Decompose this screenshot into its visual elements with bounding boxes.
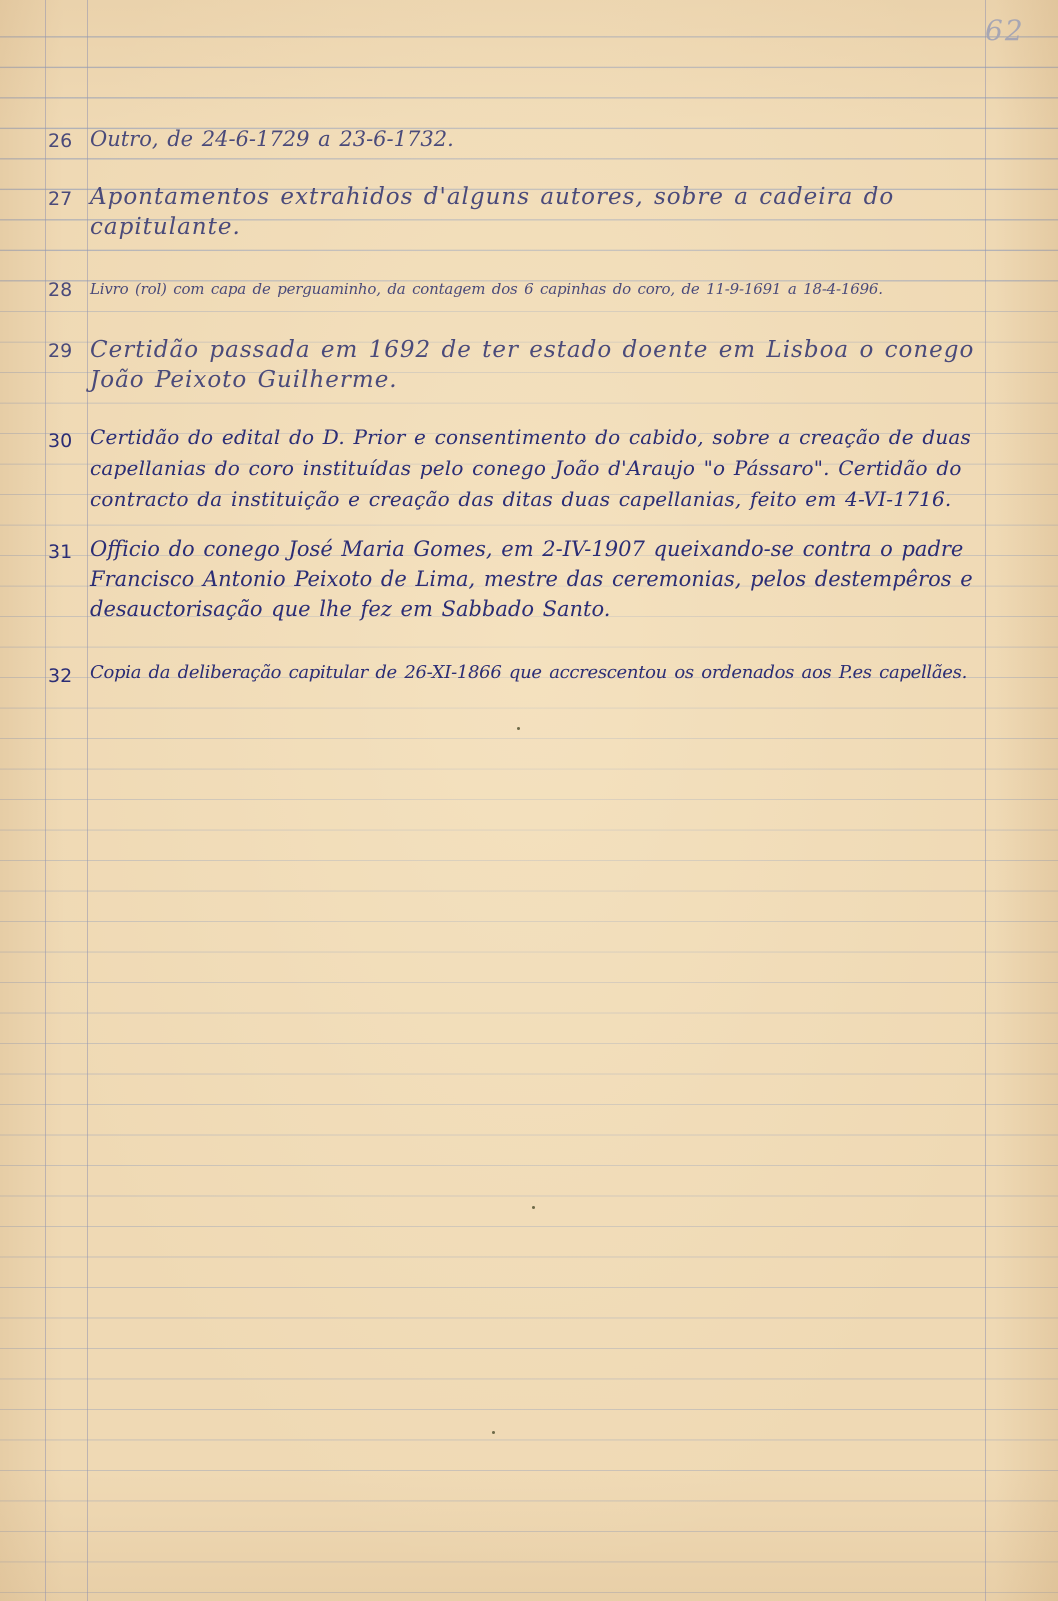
entry-number: 29 <box>48 340 73 362</box>
entry-text: Livro (rol) com capa de perguaminho, da contagem dos 6 capinhas do coro, de 11-9-1691 a 18-4-1696. <box>90 280 883 298</box>
entry-number: 28 <box>48 279 73 301</box>
entry-text: Outro, de 24-6-1729 a 23-6-1732. <box>90 127 454 151</box>
entry-number: 27 <box>48 188 73 210</box>
ink-speck <box>517 727 520 730</box>
ink-speck <box>492 1431 495 1434</box>
entry-text: Certidão do edital do D. Prior e consentimento do cabido, sobre a creação de duas capellanias do coro instituídas pelo conego João d'Araujo "o Pássaro". Certidão do contracto da instituição e creação das ditas duas capellanias, feito em 4-VI-1716. <box>90 425 972 511</box>
entry-text: Certidão passada em 1692 de ter estado doente em Lisboa o conego João Peixoto Guilherme. <box>90 337 975 393</box>
entry-number: 26 <box>48 130 73 152</box>
entry-text: Apontamentos extrahidos d'alguns autores, sobre a cadeira do capitulante. <box>90 184 895 240</box>
entry-number: 32 <box>48 665 73 687</box>
entry-number: 30 <box>48 430 73 452</box>
entry-text: Copia da deliberação capitular de 26-XI-1866 que accrescentou os ordenados aos P.es capellães. <box>90 662 968 683</box>
folio-number: 62 <box>985 14 1025 47</box>
entry-text: Officio do conego José Maria Gomes, em 2-IV-1907 queixando-se contra o padre Francisco Antonio Peixoto de Lima, mestre das ceremonias, pelos destempêros e desauctorisação que lhe fez em Sabbado Santo. <box>90 537 973 621</box>
ink-speck <box>532 1206 535 1209</box>
entry-number: 31 <box>48 541 73 563</box>
